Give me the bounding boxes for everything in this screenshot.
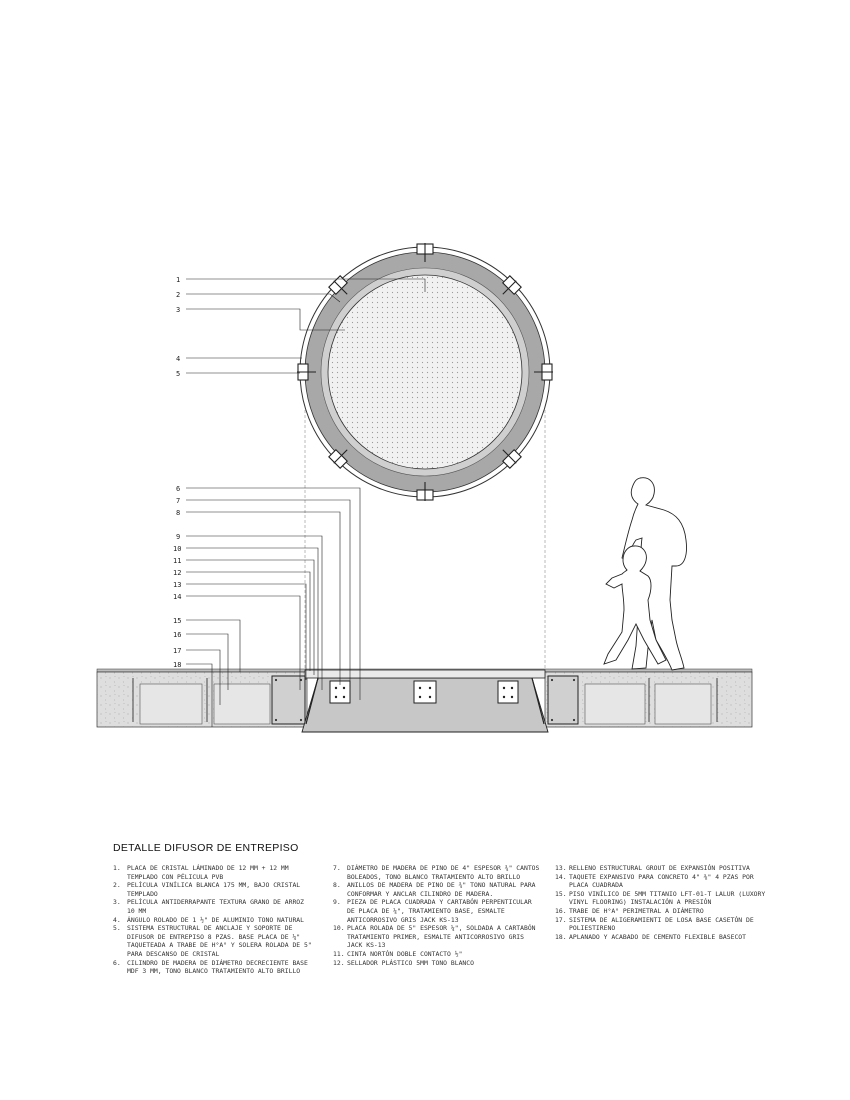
note-number: 18. <box>555 932 567 941</box>
note-item <box>333 881 543 898</box>
callout-1: 1 <box>176 276 181 284</box>
note-number: 1. <box>113 864 121 872</box>
callout-18: 18 <box>173 661 182 669</box>
note-text: PLACA DE CRISTAL LÁMINADO DE 12 MM + 12 MM TEMPLADO CON PÉLICULA PVB <box>127 864 289 881</box>
note-text: PISO VINÍLICO DE 5MM TITANIO LFT-01-T LALUR (LUXORY VINYL FLOORING) INSTALACIÓN A PRESIÓN <box>569 889 766 907</box>
note-number: 13. <box>555 864 567 872</box>
callout-12: 12 <box>173 569 182 577</box>
note-number: 7. <box>333 864 341 872</box>
note-text: ANILLOS DE MADERA DE PINO DE ¾" TONO NATURAL PARA CONFORMAR Y ANCLAR CILINDRO DE MADERA. <box>347 881 536 898</box>
note-text: PELÍCULA VINÍLICA BLANCA 175 MM, BAJO CRISTAL TEMPLADO <box>127 881 301 898</box>
callout-8: 8 <box>176 509 181 517</box>
note-item <box>333 898 543 924</box>
note-text: CINTA NORTÓN DOBLE CONTACTO ½" <box>347 949 463 958</box>
note-number: 9. <box>333 898 341 907</box>
note-number: 8. <box>333 881 341 890</box>
callout-9: 9 <box>176 533 181 541</box>
note-number: 12. <box>333 958 345 967</box>
note-text: TAQUETE EXPANSIVO PARA CONCRETO 4" ⅜" 4 PZAS POR PLACA CUADRADA <box>569 872 754 890</box>
note-item <box>113 916 313 925</box>
callout-2: 2 <box>176 291 181 299</box>
notes-column-2 <box>333 864 543 967</box>
glass-plate <box>328 275 522 469</box>
callout-14: 14 <box>173 593 182 601</box>
callout-3: 3 <box>176 306 181 314</box>
glass-top <box>305 670 545 678</box>
note-item <box>113 924 313 958</box>
note-item <box>333 950 543 959</box>
note-item <box>333 959 543 968</box>
note-text: DIÁMETRO DE MADERA DE PINO DE 4" ESPESOR ¾" CANTOS BOLEADOS, TONO BLANCO TRATAMIENTO ALTO BRILLO <box>347 864 540 881</box>
note-item <box>555 916 770 933</box>
callout-10: 10 <box>173 545 182 553</box>
note-number: 3. <box>113 898 121 907</box>
note-item <box>333 924 543 950</box>
note-item <box>555 933 770 942</box>
callout-7: 7 <box>176 497 181 505</box>
note-number: 5. <box>113 924 121 933</box>
note-number: 16. <box>555 906 567 915</box>
note-number: 11. <box>333 949 345 958</box>
note-number: 4. <box>113 915 121 924</box>
note-text: PLACA ROLADA DE 5" ESPESOR ¼", SOLDADA A CARTABÓN TRATAMIENTO PRIMER, ESMALTE ANTICORROSIVO GRIS JACK KS-13 <box>347 924 536 950</box>
callout-17: 17 <box>173 647 182 655</box>
callout-13: 13 <box>173 581 182 589</box>
note-number: 14. <box>555 872 567 881</box>
callout-5: 5 <box>176 370 181 378</box>
note-text: APLANADO Y ACABADO DE CEMENTO FLEXIBLE BASECOT <box>569 932 746 941</box>
note-item <box>113 864 313 881</box>
note-item <box>555 907 770 916</box>
note-text: TRABE DE H°A° PERIMETRAL A DIÁMETRO <box>569 906 704 915</box>
plan-callout-numbers <box>176 276 180 378</box>
note-item <box>113 881 313 898</box>
note-number: 2. <box>113 881 121 890</box>
drawing-title: DETALLE DIFUSOR DE ENTREPISO <box>113 842 299 854</box>
note-text: SELLADOR PLÁSTICO 5MM TONO BLANCO <box>347 958 474 967</box>
note-item <box>555 864 770 873</box>
note-text: CILINDRO DE MADERA DE DIÁMETRO DECRECIENTE BASE MDF 3 MM, TONO BLANCO TRATAMIENTO ALTO BRILLO <box>127 958 308 976</box>
callout-11: 11 <box>173 557 182 565</box>
note-number: 10. <box>333 924 345 933</box>
callout-15: 15 <box>173 617 182 625</box>
note-text: ÁNGULO ROLADO DE 1 ½" DE ALUMINIO TONO NATURAL <box>127 915 304 924</box>
note-item <box>555 873 770 890</box>
callout-4: 4 <box>176 355 181 363</box>
beam-right <box>548 676 578 724</box>
notes-column-1 <box>113 864 313 976</box>
callout-16: 16 <box>173 631 182 639</box>
note-text: PIEZA DE PLACA CUADRADA Y CARTABÓN PERPENTICULAR DE PLACA DE ¼", TRATAMIENTO BASE, ESMALTE ANTICORROSIVO GRIS JACK KS-13 <box>347 898 532 924</box>
note-item <box>113 898 313 915</box>
note-number: 6. <box>113 958 121 967</box>
note-number: 17. <box>555 915 567 924</box>
note-item <box>113 959 313 976</box>
note-number: 15. <box>555 889 567 898</box>
note-text: RELLENO ESTRUCTURAL GROUT DE EXPANSIÓN POSITIVA <box>569 864 750 872</box>
section-callout-numbers <box>173 485 181 669</box>
note-text: SISTEMA ESTRUCTURAL DE ANCLAJE Y SOPORTE DE DIFUSOR DE ENTREPISO 8 PZAS. BASE PLACA DE ¼" TAQUETEADA A TRABE DE H°A° Y SOLERA ROLADA DE 5" PARA DESCANSO DE CRISTAL <box>127 924 312 958</box>
callout-6: 6 <box>176 485 181 493</box>
note-item <box>333 864 543 881</box>
note-item <box>555 890 770 907</box>
note-text: SISTEMA DE ALIGERAMIENTI DE LOSA BASE CASETÓN DE POLIESTIRENO <box>569 915 754 933</box>
note-text: PELÍCULA ANTIDERRAPANTE TEXTURA GRANO DE ARROZ 10 MM <box>127 898 304 915</box>
notes-column-3 <box>555 864 770 941</box>
section-view <box>97 669 752 732</box>
